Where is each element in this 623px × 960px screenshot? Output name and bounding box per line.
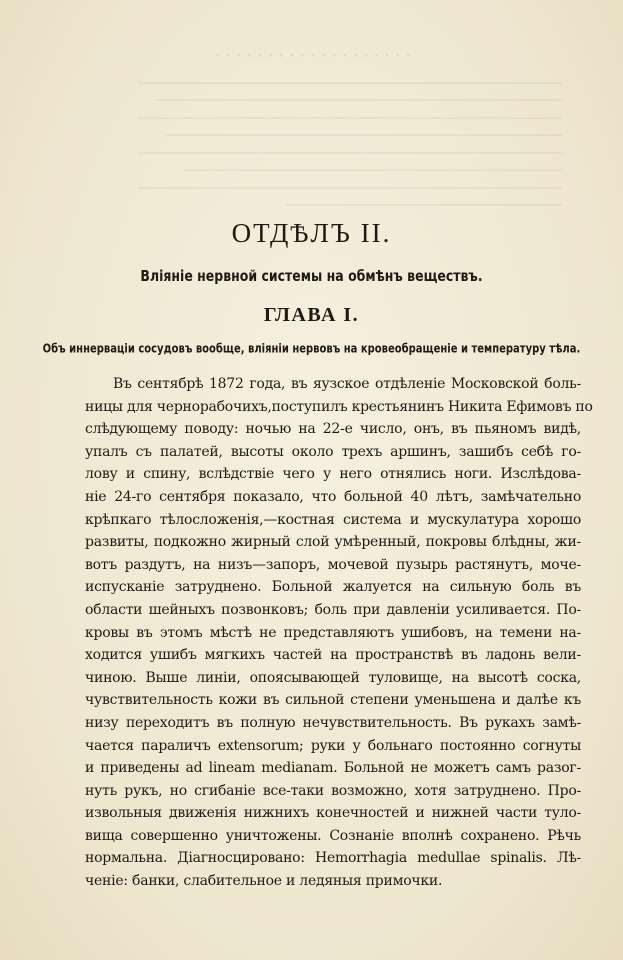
text-line: слѣдующему поводу: ночью на 22-е число, онъ, въ пьяномъ видѣ, xyxy=(85,421,581,438)
text-line: низу переходитъ въ полную нечувствительность. Въ рукахъ замѣ- xyxy=(85,714,581,731)
text-line: развиты, подкожно жирный слой умѣренный, покровы блѣдны, жи- xyxy=(85,534,581,551)
text-line: области шейныхъ позвонковъ; боль при давленіи усиливается. По- xyxy=(85,601,581,618)
text-line: ченіе: банки, слабительное и ледяныя примочки. xyxy=(85,873,443,890)
text-line: нуть рукъ, но сгибаніе все-таки возможно, хотя затруднено. Про- xyxy=(85,782,581,799)
text-line: ніе 24-го сентября показало, что больной 40 лѣтъ, замѣчательно xyxy=(85,488,581,505)
text-line: испусканіе затруднено. Больной жалуется на сильную боль въ xyxy=(85,579,581,596)
text-line: чается параличъ extensorum; руки у больнаго постоянно согнуты xyxy=(85,737,581,754)
chapter-subtitle: Объ иннерваціи сосудовъ вообще, вліяніи нервовъ на кровеобращеніе и температуру тѣла. xyxy=(42,342,581,357)
text-line: вища совершенно уничтожены. Сознаніе вполнѣ сохранено. Рѣчь xyxy=(85,827,581,844)
text-line: чиною. Выше линіи, опоясывающей туловище, на высотѣ соска, xyxy=(85,669,581,686)
text-line: Въ сентябрѣ 1872 года, въ яузское отдѣленіе Московской боль- xyxy=(113,376,581,392)
text-line: ницы для чернорабочихъ,поступилъ крестьянинъ Никита Ефимовъ по xyxy=(85,398,593,415)
text-line: лову и спину, вслѣдствіе чего у него отнялись ноги. Изслѣдова- xyxy=(85,466,581,483)
text-line: упалъ съ палатей, высоты около трехъ аршинъ, зашибъ себѣ го- xyxy=(85,443,581,460)
body-paragraph xyxy=(85,373,593,893)
section-title: ОТДѢЛЪ II. xyxy=(231,218,392,248)
text-line: извольныя движенія нижнихъ конечностей и нижней части туло- xyxy=(85,805,581,822)
bleed-through-text: • • • • • • • • • • • • • • • • • • • ────────────────────────────────────────────── ──────────────────────────────────────────── ────────────────────────────────────────────── ─────────────────────────────────────────── ────────────────────────────────────────────── ───────────────────────────────────────── ────────────────────────────────────────────── ────────────────────────────── xyxy=(138,50,562,212)
chapter-title: ГЛАВА I. xyxy=(263,304,360,326)
text-line: крѣпкаго тѣлосложенія,—костная система и мускулатура хорошо xyxy=(85,511,581,528)
text-line: нормальна. Діагносцировано: Hemorrhagia medullae spinalis. Лѣ- xyxy=(85,850,581,867)
text-line: чувствительность кожи въ сильной степени уменьшена и далѣе къ xyxy=(85,692,581,709)
section-subtitle: Вліяніе нервной системы на обмѣнъ веществъ. xyxy=(140,266,483,285)
text-line: кровы въ этомъ мѣстѣ не представляютъ ушибовъ, на темени на- xyxy=(85,624,581,641)
text-line: и приведены ad lineam medianam. Больной не можетъ самъ разог- xyxy=(85,760,581,777)
text-line: ходится ушибъ мягкихъ частей на пространствѣ въ ладонь вели- xyxy=(85,647,581,664)
text-line: вотъ раздутъ, на низъ—запоръ, мочевой пузырь растянутъ, моче- xyxy=(85,556,581,573)
